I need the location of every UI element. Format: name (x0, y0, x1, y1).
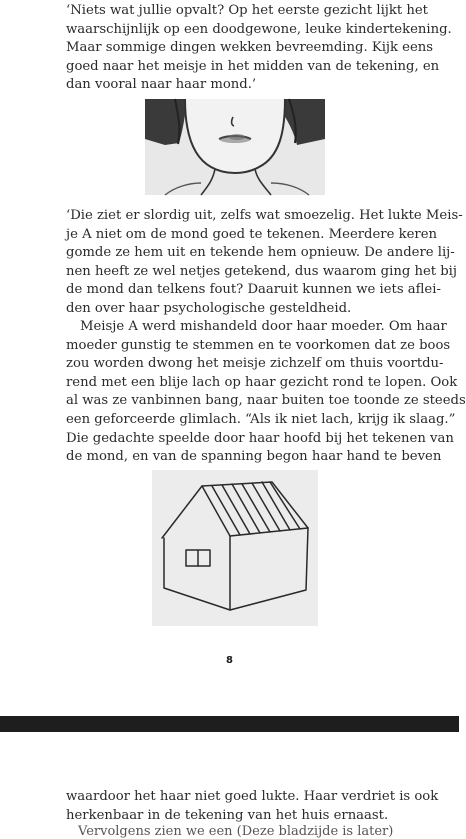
text-line: de mond, en van de spanning begon haar hand te beven (66, 449, 442, 465)
text-line: je A niet om de mond goed te tekenen. Meerdere keren (66, 226, 438, 242)
text-line: Vervolgens zien we een (Deze bladzijde is later) (78, 824, 394, 839)
paragraph-intro (66, 2, 452, 95)
text-line: een geforceerde glimlach. “Als ik niet lach, krijg ik slaag.” (66, 411, 456, 427)
text-line: goed naar het meisje in het midden van de tekening, en (66, 58, 440, 74)
book-page-bottom (0, 732, 459, 831)
text-line: gomde ze hem uit en tekende hem opnieuw. De andere lij- (66, 245, 455, 261)
page-number: 8 (226, 655, 233, 666)
text-line: dan vooral naar haar mond.’ (66, 77, 257, 93)
house-sketch-icon (152, 470, 318, 626)
text-line: moeder gunstig te stemmen en te voorkomen dat ze boos (66, 337, 451, 353)
text-line: Meisje A werd mishandeld door haar moeder. Om haar (80, 319, 447, 334)
paragraph-mouth-analysis (66, 207, 463, 319)
paragraph-abuse-story (66, 318, 466, 467)
page-separator (0, 716, 459, 732)
girl-face-sketch-icon (145, 99, 325, 195)
text-line: nen heeft ze wel netjes getekend, dus waarom ging het bij (66, 263, 457, 279)
text-line: herkenbaar in de tekening van het huis ernaast. (66, 807, 389, 823)
text-line: zou worden dwong het meisje zichzelf om thuis voortdu- (66, 356, 444, 372)
cut-off-text-line (78, 824, 398, 839)
text-line: ‘Die ziet er slordig uit, zelfs wat smoezelig. Het lukte Meis- (66, 208, 463, 223)
girl-face-drawing (145, 99, 325, 195)
text-line: de mond dan telkens fout? Daaruit kunnen we iets aflei- (66, 282, 441, 298)
text-line: den over haar psychologische gesteldheid. (66, 300, 352, 316)
text-line: rend met een blije lach op haar gezicht rond te lopen. Ook (66, 374, 458, 390)
text-line: ‘Niets wat jullie opvalt? Op het eerste gezicht lijkt het (66, 3, 428, 18)
text-line: Maar sommige dingen wekken bevreemding. Kijk eens (66, 40, 434, 56)
text-line: Die gedachte speelde door haar hoofd bij het tekenen van (66, 430, 454, 446)
text-line: waardoor het haar niet goed lukte. Haar verdriet is ook (66, 789, 439, 804)
text-line: waarschijnlijk op een doodgewone, leuke kindertekening. (66, 21, 452, 37)
paragraph-continuation (66, 788, 439, 825)
house-drawing (152, 470, 318, 626)
text-line: al was ze vanbinnen bang, naar buiten toe toonde ze steeds (66, 393, 466, 409)
